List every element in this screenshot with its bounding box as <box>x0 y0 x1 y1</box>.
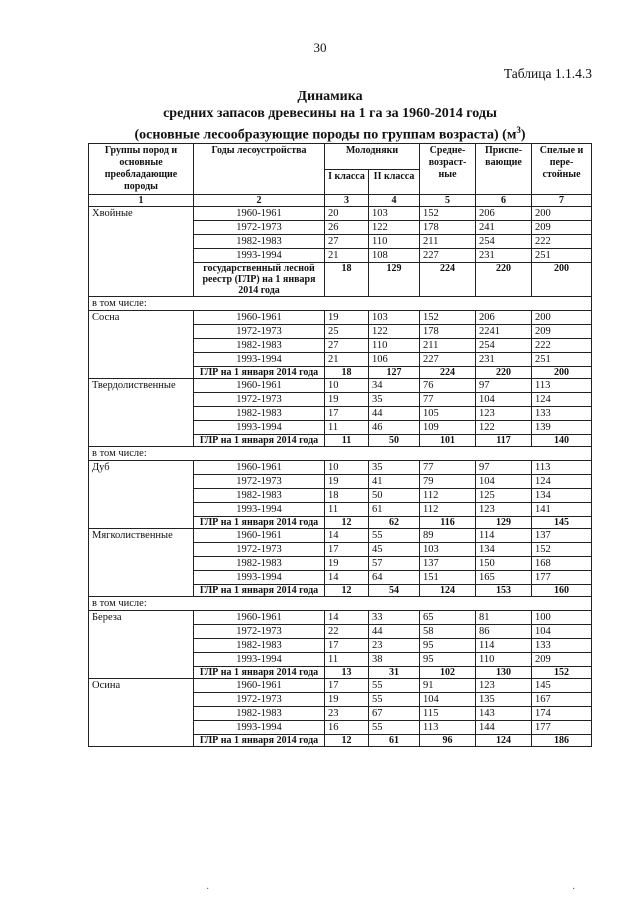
young-1-value: 23 <box>325 707 369 721</box>
maturing-value: 254 <box>476 339 532 353</box>
species-group-name: Осина <box>89 679 194 747</box>
survey-year: 1972-1973 <box>194 325 325 339</box>
mature-value: 168 <box>532 557 592 571</box>
young-1-value: 20 <box>325 207 369 221</box>
young-2-value: 64 <box>369 571 420 585</box>
header-young-class-1: I класса <box>325 169 369 195</box>
young-1-value: 14 <box>325 529 369 543</box>
species-group-name: Сосна <box>89 311 194 379</box>
young-1-value: 12 <box>325 735 369 747</box>
young-1-value: 19 <box>325 693 369 707</box>
column-number: 1 <box>89 195 194 207</box>
middle-aged-value: 227 <box>420 249 476 263</box>
mature-value: 134 <box>532 489 592 503</box>
young-1-value: 12 <box>325 517 369 529</box>
young-2-value: 57 <box>369 557 420 571</box>
survey-year: ГЛР на 1 января 2014 года <box>194 435 325 447</box>
young-1-value: 21 <box>325 353 369 367</box>
survey-year: 1982-1983 <box>194 235 325 249</box>
maturing-value: 123 <box>476 503 532 517</box>
species-group-name: Дуб <box>89 461 194 529</box>
scan-mark: · <box>572 884 576 895</box>
mature-value: 251 <box>532 249 592 263</box>
young-2-value: 50 <box>369 489 420 503</box>
survey-year: 1960-1961 <box>194 207 325 221</box>
survey-year: 1972-1973 <box>194 221 325 235</box>
mature-value: 152 <box>532 667 592 679</box>
young-2-value: 67 <box>369 707 420 721</box>
young-1-value: 17 <box>325 407 369 421</box>
survey-year: 1972-1973 <box>194 393 325 407</box>
subgroup-label: в том числе: <box>89 597 592 611</box>
header-species-groups: Группы пород и основные преобладающие породы <box>89 144 194 195</box>
title-line-3-text: (основные лесообразующие породы по группам возраста) (м <box>134 127 517 143</box>
middle-aged-value: 109 <box>420 421 476 435</box>
table-row <box>89 311 592 325</box>
table-row <box>89 379 592 393</box>
young-2-value: 55 <box>369 529 420 543</box>
young-2-value: 106 <box>369 353 420 367</box>
young-1-value: 27 <box>325 235 369 249</box>
mature-value: 100 <box>532 611 592 625</box>
mature-value: 145 <box>532 679 592 693</box>
survey-year: 1993-1994 <box>194 653 325 667</box>
young-1-value: 26 <box>325 221 369 235</box>
mature-value: 174 <box>532 707 592 721</box>
table-row <box>89 461 592 475</box>
young-2-value: 122 <box>369 221 420 235</box>
young-2-value: 103 <box>369 207 420 221</box>
young-2-value: 127 <box>369 367 420 379</box>
column-numbers-row <box>89 195 592 207</box>
middle-aged-value: 77 <box>420 461 476 475</box>
survey-year: 1993-1994 <box>194 249 325 263</box>
maturing-value: 231 <box>476 353 532 367</box>
header-middle-aged: Средне-возраст-ные <box>420 144 476 195</box>
young-2-value: 55 <box>369 693 420 707</box>
maturing-value: 241 <box>476 221 532 235</box>
middle-aged-value: 211 <box>420 339 476 353</box>
mature-value: 133 <box>532 407 592 421</box>
survey-year: ГЛР на 1 января 2014 года <box>194 367 325 379</box>
middle-aged-value: 79 <box>420 475 476 489</box>
maturing-value: 110 <box>476 653 532 667</box>
maturing-value: 122 <box>476 421 532 435</box>
header-young-stands: Молодняки <box>325 144 420 170</box>
middle-aged-value: 112 <box>420 503 476 517</box>
mature-value: 222 <box>532 339 592 353</box>
header-survey-years: Годы лесоустройства <box>194 144 325 195</box>
survey-year: 1982-1983 <box>194 339 325 353</box>
young-2-value: 110 <box>369 339 420 353</box>
table-row <box>89 679 592 693</box>
young-2-value: 61 <box>369 735 420 747</box>
maturing-value: 125 <box>476 489 532 503</box>
survey-year: 1993-1994 <box>194 353 325 367</box>
maturing-value: 104 <box>476 475 532 489</box>
column-number: 5 <box>420 195 476 207</box>
species-group-name: Хвойные <box>89 207 194 297</box>
mature-value: 177 <box>532 571 592 585</box>
maturing-value: 206 <box>476 311 532 325</box>
maturing-value: 123 <box>476 679 532 693</box>
maturing-value: 254 <box>476 235 532 249</box>
table-title <box>60 88 600 144</box>
young-2-value: 62 <box>369 517 420 529</box>
maturing-value: 104 <box>476 393 532 407</box>
young-1-value: 18 <box>325 367 369 379</box>
mature-value: 124 <box>532 393 592 407</box>
column-number: 2 <box>194 195 325 207</box>
young-1-value: 14 <box>325 571 369 585</box>
survey-year: 1972-1973 <box>194 543 325 557</box>
title-line-3 <box>60 122 600 144</box>
survey-year: 1993-1994 <box>194 421 325 435</box>
young-2-value: 50 <box>369 435 420 447</box>
table-row <box>89 207 592 221</box>
mature-value: 209 <box>532 325 592 339</box>
middle-aged-value: 77 <box>420 393 476 407</box>
middle-aged-value: 76 <box>420 379 476 393</box>
middle-aged-value: 89 <box>420 529 476 543</box>
maturing-value: 129 <box>476 517 532 529</box>
maturing-value: 114 <box>476 639 532 653</box>
young-1-value: 19 <box>325 475 369 489</box>
middle-aged-value: 112 <box>420 489 476 503</box>
survey-year: 1982-1983 <box>194 557 325 571</box>
title-line-2: средних запасов древесины на 1 га за 1960-2014 годы <box>163 106 497 121</box>
young-1-value: 18 <box>325 263 369 297</box>
survey-year: 1960-1961 <box>194 529 325 543</box>
middle-aged-value: 151 <box>420 571 476 585</box>
mature-value: 209 <box>532 653 592 667</box>
mature-value: 133 <box>532 639 592 653</box>
subgroup-label: в том числе: <box>89 297 592 311</box>
middle-aged-value: 103 <box>420 543 476 557</box>
column-number: 3 <box>325 195 369 207</box>
survey-year: 1982-1983 <box>194 639 325 653</box>
middle-aged-value: 104 <box>420 693 476 707</box>
maturing-value: 114 <box>476 529 532 543</box>
young-1-value: 12 <box>325 585 369 597</box>
middle-aged-value: 58 <box>420 625 476 639</box>
mature-value: 145 <box>532 517 592 529</box>
middle-aged-value: 124 <box>420 585 476 597</box>
title-unit-superscript: 3 <box>516 125 521 135</box>
mature-value: 113 <box>532 461 592 475</box>
table-number: Таблица 1.1.4.3 <box>503 66 592 81</box>
survey-year: 1960-1961 <box>194 461 325 475</box>
middle-aged-value: 102 <box>420 667 476 679</box>
mature-value: 209 <box>532 221 592 235</box>
middle-aged-value: 105 <box>420 407 476 421</box>
subgroup-label-row <box>89 597 592 611</box>
survey-year: 1972-1973 <box>194 475 325 489</box>
maturing-value: 153 <box>476 585 532 597</box>
young-1-value: 16 <box>325 721 369 735</box>
young-2-value: 55 <box>369 721 420 735</box>
survey-year: ГЛР на 1 января 2014 года <box>194 735 325 747</box>
young-1-value: 11 <box>325 503 369 517</box>
maturing-value: 124 <box>476 735 532 747</box>
middle-aged-value: 95 <box>420 639 476 653</box>
maturing-value: 134 <box>476 543 532 557</box>
middle-aged-value: 137 <box>420 557 476 571</box>
table-body <box>89 207 592 747</box>
survey-year: ГЛР на 1 января 2014 года <box>194 585 325 597</box>
column-number: 6 <box>476 195 532 207</box>
middle-aged-value: 178 <box>420 325 476 339</box>
young-1-value: 19 <box>325 311 369 325</box>
survey-year: ГЛР на 1 января 2014 года <box>194 667 325 679</box>
middle-aged-value: 211 <box>420 235 476 249</box>
young-2-value: 35 <box>369 461 420 475</box>
header-mature-overmature: Спелые и пере-стойные <box>532 144 592 195</box>
young-2-value: 44 <box>369 407 420 421</box>
middle-aged-value: 91 <box>420 679 476 693</box>
survey-year: 1972-1973 <box>194 693 325 707</box>
column-number: 7 <box>532 195 592 207</box>
mature-value: 186 <box>532 735 592 747</box>
young-1-value: 11 <box>325 421 369 435</box>
middle-aged-value: 95 <box>420 653 476 667</box>
young-1-value: 17 <box>325 543 369 557</box>
mature-value: 141 <box>532 503 592 517</box>
middle-aged-value: 224 <box>420 263 476 297</box>
maturing-value: 165 <box>476 571 532 585</box>
species-group-name: Твердолиственные <box>89 379 194 447</box>
young-1-value: 21 <box>325 249 369 263</box>
mature-value: 200 <box>532 263 592 297</box>
mature-value: 160 <box>532 585 592 597</box>
survey-year: 1993-1994 <box>194 721 325 735</box>
maturing-value: 97 <box>476 461 532 475</box>
maturing-value: 123 <box>476 407 532 421</box>
middle-aged-value: 115 <box>420 707 476 721</box>
young-1-value: 11 <box>325 435 369 447</box>
maturing-value: 144 <box>476 721 532 735</box>
young-2-value: 108 <box>369 249 420 263</box>
species-group-name: Береза <box>89 611 194 679</box>
maturing-value: 135 <box>476 693 532 707</box>
young-1-value: 11 <box>325 653 369 667</box>
young-2-value: 54 <box>369 585 420 597</box>
header-maturing: Приспе-вающие <box>476 144 532 195</box>
young-2-value: 46 <box>369 421 420 435</box>
survey-year: 1960-1961 <box>194 379 325 393</box>
title-line-1: Динамика <box>297 89 363 104</box>
young-2-value: 34 <box>369 379 420 393</box>
maturing-value: 130 <box>476 667 532 679</box>
young-2-value: 41 <box>369 475 420 489</box>
scan-mark: · <box>206 884 210 895</box>
young-2-value: 45 <box>369 543 420 557</box>
young-2-value: 38 <box>369 653 420 667</box>
young-1-value: 19 <box>325 557 369 571</box>
young-1-value: 10 <box>325 461 369 475</box>
young-2-value: 55 <box>369 679 420 693</box>
young-2-value: 35 <box>369 393 420 407</box>
young-2-value: 23 <box>369 639 420 653</box>
maturing-value: 117 <box>476 435 532 447</box>
maturing-value: 206 <box>476 207 532 221</box>
middle-aged-value: 116 <box>420 517 476 529</box>
subgroup-label-row <box>89 297 592 311</box>
mature-value: 152 <box>532 543 592 557</box>
mature-value: 113 <box>532 379 592 393</box>
survey-year: 1982-1983 <box>194 407 325 421</box>
survey-year: 1993-1994 <box>194 503 325 517</box>
young-2-value: 129 <box>369 263 420 297</box>
stock-dynamics-table <box>88 143 592 747</box>
table-row <box>89 611 592 625</box>
young-2-value: 33 <box>369 611 420 625</box>
young-2-value: 110 <box>369 235 420 249</box>
mature-value: 200 <box>532 207 592 221</box>
species-group-name: Мягколиственные <box>89 529 194 597</box>
mature-value: 137 <box>532 529 592 543</box>
survey-year: государственный лесной реестр (ГЛР) на 1 января 2014 года <box>194 263 325 297</box>
maturing-value: 86 <box>476 625 532 639</box>
mature-value: 140 <box>532 435 592 447</box>
mature-value: 124 <box>532 475 592 489</box>
maturing-value: 81 <box>476 611 532 625</box>
middle-aged-value: 101 <box>420 435 476 447</box>
mature-value: 200 <box>532 311 592 325</box>
middle-aged-value: 178 <box>420 221 476 235</box>
young-1-value: 17 <box>325 639 369 653</box>
mature-value: 139 <box>532 421 592 435</box>
table-row <box>89 529 592 543</box>
survey-year: 1972-1973 <box>194 625 325 639</box>
young-2-value: 61 <box>369 503 420 517</box>
middle-aged-value: 224 <box>420 367 476 379</box>
mature-value: 200 <box>532 367 592 379</box>
maturing-value: 143 <box>476 707 532 721</box>
young-1-value: 22 <box>325 625 369 639</box>
maturing-value: 220 <box>476 263 532 297</box>
young-1-value: 25 <box>325 325 369 339</box>
young-2-value: 31 <box>369 667 420 679</box>
page-number: 30 <box>313 40 327 55</box>
middle-aged-value: 96 <box>420 735 476 747</box>
young-2-value: 122 <box>369 325 420 339</box>
young-1-value: 13 <box>325 667 369 679</box>
survey-year: 1960-1961 <box>194 611 325 625</box>
survey-year: 1993-1994 <box>194 571 325 585</box>
maturing-value: 220 <box>476 367 532 379</box>
young-2-value: 44 <box>369 625 420 639</box>
middle-aged-value: 152 <box>420 207 476 221</box>
survey-year: 1982-1983 <box>194 489 325 503</box>
mature-value: 167 <box>532 693 592 707</box>
mature-value: 222 <box>532 235 592 249</box>
header-young-class-2: II класса <box>369 169 420 195</box>
title-line-3-end: ) <box>520 127 526 143</box>
middle-aged-value: 152 <box>420 311 476 325</box>
survey-year: 1982-1983 <box>194 707 325 721</box>
mature-value: 177 <box>532 721 592 735</box>
survey-year: 1960-1961 <box>194 679 325 693</box>
subgroup-label: в том числе: <box>89 447 592 461</box>
young-1-value: 19 <box>325 393 369 407</box>
young-1-value: 10 <box>325 379 369 393</box>
young-1-value: 14 <box>325 611 369 625</box>
middle-aged-value: 113 <box>420 721 476 735</box>
young-2-value: 103 <box>369 311 420 325</box>
maturing-value: 2241 <box>476 325 532 339</box>
column-number: 4 <box>369 195 420 207</box>
mature-value: 104 <box>532 625 592 639</box>
middle-aged-value: 227 <box>420 353 476 367</box>
survey-year: ГЛР на 1 января 2014 года <box>194 517 325 529</box>
young-1-value: 17 <box>325 679 369 693</box>
maturing-value: 231 <box>476 249 532 263</box>
middle-aged-value: 65 <box>420 611 476 625</box>
subgroup-label-row <box>89 447 592 461</box>
young-1-value: 18 <box>325 489 369 503</box>
maturing-value: 97 <box>476 379 532 393</box>
maturing-value: 150 <box>476 557 532 571</box>
table-header <box>89 144 592 207</box>
young-1-value: 27 <box>325 339 369 353</box>
survey-year: 1960-1961 <box>194 311 325 325</box>
mature-value: 251 <box>532 353 592 367</box>
